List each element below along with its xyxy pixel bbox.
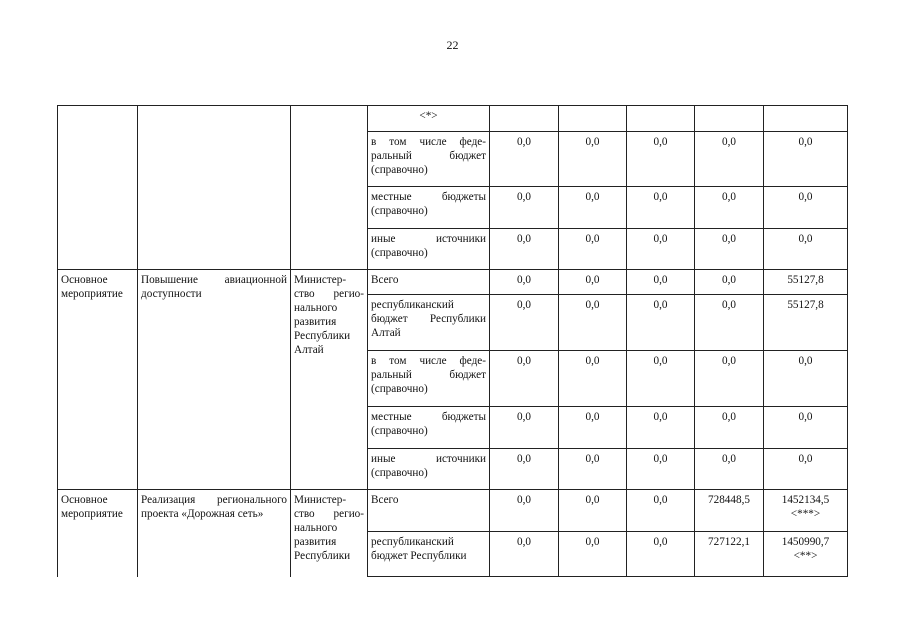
measure-type-cell xyxy=(58,106,138,270)
value-cell: 55127,8 xyxy=(764,270,848,295)
value-cell: 0,0 xyxy=(764,407,848,449)
value-cell: 0,0 xyxy=(559,351,627,407)
value-cell: 0,0 xyxy=(627,490,695,532)
value-cell: 0,0 xyxy=(695,351,764,407)
value-cell: 0,0 xyxy=(695,407,764,449)
funding-source-cell: республиканский бюджет Республики xyxy=(368,532,490,577)
value-cell: 0,0 xyxy=(490,351,559,407)
value-cell: 0,0 xyxy=(627,187,695,229)
value-cell: 0,0 xyxy=(627,132,695,187)
value-text: 1450990,7 xyxy=(781,536,830,548)
value-cell: 0,0 xyxy=(559,490,627,532)
table-row xyxy=(58,490,848,532)
measure-name-cell: Повышение авиационной доступности xyxy=(138,270,291,490)
value-cell: 0,0 xyxy=(490,449,559,490)
value-cell: 0,0 xyxy=(764,351,848,407)
funding-source-cell: Всего xyxy=(368,490,490,532)
footnote-mark: <**> xyxy=(793,550,818,562)
funding-source-cell: иные источники (справочно) xyxy=(368,449,490,490)
value-cell: 0,0 xyxy=(695,229,764,270)
value-cell: 727122,1 xyxy=(695,532,764,577)
funding-source-cell: в том числе феде-ральный бюджет (справочно) xyxy=(368,351,490,407)
value-cell xyxy=(764,106,848,132)
value-cell: 0,0 xyxy=(627,532,695,577)
funding-source-cell: местные бюджеты (справочно) xyxy=(368,407,490,449)
funding-source-cell: в том числе феде-ральный бюджет (справочно) xyxy=(368,132,490,187)
value-cell: 0,0 xyxy=(559,132,627,187)
value-cell: 0,0 xyxy=(490,532,559,577)
value-cell xyxy=(764,490,848,532)
value-cell: 55127,8 xyxy=(764,295,848,351)
funding-source-cell: местные бюджеты (справочно) xyxy=(368,187,490,229)
value-cell: 0,0 xyxy=(627,270,695,295)
budget-table xyxy=(57,105,848,577)
value-cell: 0,0 xyxy=(695,132,764,187)
value-cell: 0,0 xyxy=(764,449,848,490)
page-number: 22 xyxy=(446,38,459,52)
table-row xyxy=(58,106,848,132)
value-cell: 0,0 xyxy=(627,449,695,490)
value-cell: 0,0 xyxy=(559,187,627,229)
value-cell: 0,0 xyxy=(490,187,559,229)
value-cell: 0,0 xyxy=(695,270,764,295)
measure-name-cell: Реализация регионального проекта «Дорожная сеть» xyxy=(138,490,291,577)
footnote-mark: <***> xyxy=(790,508,821,520)
value-cell: 0,0 xyxy=(627,229,695,270)
executor-cell xyxy=(291,106,368,270)
value-cell xyxy=(764,532,848,577)
value-cell: 0,0 xyxy=(695,187,764,229)
value-cell: 0,0 xyxy=(764,187,848,229)
executor-cell: Министер-ство регио-нального развития Республики Алтай xyxy=(291,270,368,490)
value-cell: 728448,5 xyxy=(695,490,764,532)
value-cell: 0,0 xyxy=(490,407,559,449)
budget-table-body xyxy=(58,106,848,577)
value-cell: 0,0 xyxy=(695,295,764,351)
value-cell: 0,0 xyxy=(559,449,627,490)
funding-source-cell: <*> xyxy=(368,106,490,132)
value-cell: 0,0 xyxy=(490,132,559,187)
value-cell: 0,0 xyxy=(559,407,627,449)
value-cell: 0,0 xyxy=(559,229,627,270)
value-cell: 0,0 xyxy=(559,532,627,577)
measure-type-cell: Основное мероприятие xyxy=(58,490,138,577)
funding-source-cell: республиканский бюджет Республики Алтай xyxy=(368,295,490,351)
value-cell: 0,0 xyxy=(627,295,695,351)
value-text: 1452134,5 xyxy=(781,494,830,506)
value-cell: 0,0 xyxy=(490,229,559,270)
value-cell xyxy=(559,106,627,132)
measure-type-cell: Основное мероприятие xyxy=(58,270,138,490)
value-cell xyxy=(695,106,764,132)
executor-cell: Министер-ство регио-нального развития Республики xyxy=(291,490,368,577)
value-cell: 0,0 xyxy=(627,351,695,407)
value-cell: 0,0 xyxy=(764,132,848,187)
value-cell: 0,0 xyxy=(490,295,559,351)
value-cell: 0,0 xyxy=(764,229,848,270)
value-cell xyxy=(627,106,695,132)
value-cell: 0,0 xyxy=(559,295,627,351)
value-cell xyxy=(490,106,559,132)
table-row xyxy=(58,270,848,295)
funding-source-cell: иные источники (справочно) xyxy=(368,229,490,270)
funding-source-cell: Всего xyxy=(368,270,490,295)
value-cell: 0,0 xyxy=(490,490,559,532)
value-cell: 0,0 xyxy=(627,407,695,449)
value-cell: 0,0 xyxy=(695,449,764,490)
value-cell: 0,0 xyxy=(559,270,627,295)
measure-name-cell xyxy=(138,106,291,270)
value-cell: 0,0 xyxy=(490,270,559,295)
